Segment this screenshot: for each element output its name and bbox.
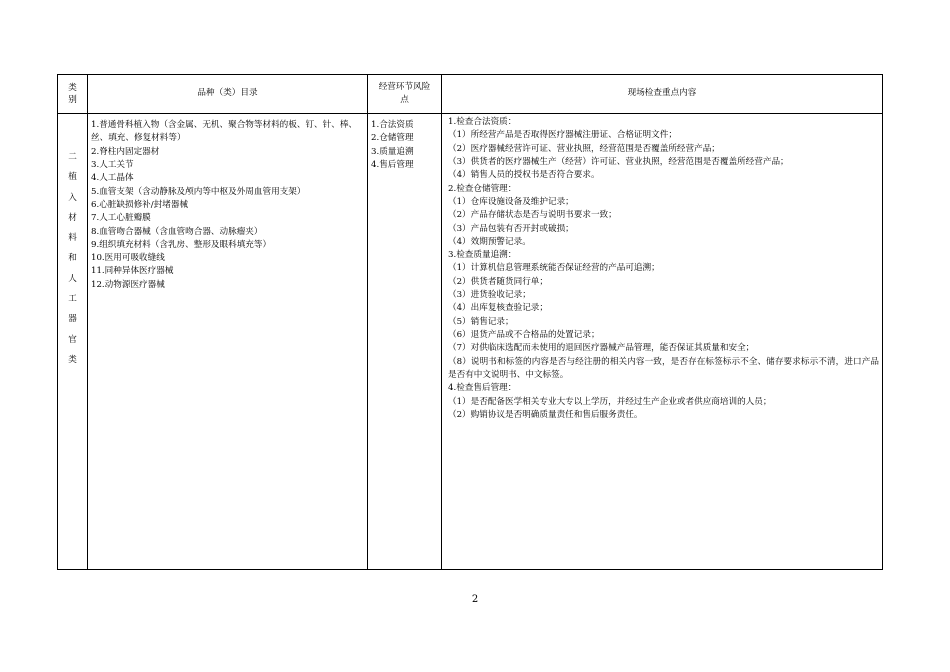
table-header-row	[58, 75, 883, 114]
inspection-item: （2）供货者随货同行单；	[448, 276, 548, 287]
inspection-item: （4）效期预警记录。	[448, 236, 531, 247]
variety-item: 9.组织填充材料（含乳房、整形及眼科填充等）	[91, 239, 272, 250]
category-char: 材	[68, 212, 77, 223]
category-char: 入	[68, 192, 77, 203]
inspection-item: （2）购销协议是否明确质量责任和售后服务责任。	[448, 409, 643, 420]
category-char: 类	[68, 354, 77, 365]
inspection-item: （5）销售记录；	[448, 316, 514, 327]
variety-item: 11.同种异体医疗器械	[91, 266, 174, 277]
variety-list	[88, 114, 367, 292]
inspection-item: 4.检查售后管理：	[448, 383, 517, 394]
variety-item: 7.人工心脏瓣膜	[91, 213, 151, 224]
inspection-item: （2）医疗器械经营许可证、营业执照，经营范围是否覆盖所经营产品；	[448, 143, 720, 154]
variety-item: 10.医用可吸收缝线	[91, 253, 165, 264]
category-char: 人	[68, 273, 77, 284]
category-char: 二	[68, 152, 77, 162]
risk-cell	[368, 114, 442, 570]
inspection-item: （3）供货者的医疗器械生产（经营）许可证、营业执照，经营范围是否覆盖所经营产品；	[448, 156, 789, 167]
inspection-cell	[442, 114, 883, 570]
inspection-item: （1）仓库设施设备及维护记录；	[448, 196, 574, 207]
table-body-row	[58, 114, 883, 570]
variety-cell	[88, 114, 368, 570]
page-number: 2	[471, 594, 479, 605]
header-risk: 经营环节风险点	[368, 75, 442, 114]
category-char: 官	[68, 334, 77, 345]
category-cell	[58, 114, 88, 570]
variety-item: 5.血管支架（含动静脉及颅内等中枢及外周血管用支架）	[91, 186, 306, 197]
variety-item: 1.普通骨科植入物（含金属、无机、聚合物等材料的板、钉、针、棒、丝、填充、修复材料等）	[91, 120, 358, 144]
variety-item: 2.脊柱内固定器材	[91, 146, 160, 157]
inspection-item: （1）计算机信息管理系统能否保证经营的产品可追溯；	[448, 263, 660, 274]
inspection-item: 3.检查质量追溯：	[448, 250, 517, 261]
inspection-item: （2）产品存储状态是否与说明书要求一致；	[448, 210, 617, 221]
inspection-item: （6）退货产品或不合格品的处置记录；	[448, 330, 600, 340]
risk-item: 3.质量追溯	[371, 146, 414, 157]
inspection-item: （3）产品包装有否开封或破损；	[448, 223, 574, 234]
inspection-item: 2.检查仓储管理：	[448, 183, 517, 194]
inspection-item: （4）出库复核查验记录；	[448, 303, 548, 314]
header-inspection: 现场检查重点内容	[442, 75, 883, 114]
risk-list	[368, 114, 441, 172]
risk-item: 4.售后管理	[371, 159, 414, 170]
header-category: 类别	[58, 75, 88, 114]
variety-item: 12.动物源医疗器械	[91, 279, 165, 290]
category-label	[58, 114, 87, 370]
category-char: 和	[68, 253, 77, 264]
header-variety: 品种（类）目录	[88, 75, 368, 114]
inspection-item: （8）说明书和标签的内容是否与经注册的相关内容一致，是否存在标签标示不全、储存要求标示不清，进口产品是否有中文说明书、中文标签。	[448, 356, 879, 380]
inspection-item: （4）销售人员的授权书是否符合要求。	[448, 170, 600, 181]
category-char: 工	[68, 294, 77, 305]
variety-item: 8.血管吻合器械（含血管吻合器、动脉瘤夹）	[91, 226, 263, 237]
inspection-item: （1）所经营产品是否取得医疗器械注册证、合格证明文件；	[448, 130, 677, 141]
risk-item: 2.仓储管理	[371, 133, 414, 144]
inspection-item: 1.检查合法资质：	[448, 117, 517, 127]
inspection-item: （3）进货验收记录；	[448, 290, 531, 301]
variety-item: 4.人工晶体	[91, 173, 134, 184]
inspection-item: （7）对供临床选配而未使用的退回医疗器械产品管理，能否保证其质量和安全；	[448, 343, 755, 354]
category-char: 料	[68, 233, 77, 244]
inspection-item: （1）是否配备医学相关专业大专以上学历，并经过生产企业或者供应商培训的人员；	[448, 396, 772, 407]
category-char: 植	[68, 172, 77, 183]
variety-item: 6.心脏缺损修补/封堵器械	[91, 199, 189, 210]
risk-item: 1.合法资质	[371, 120, 414, 130]
category-char: 器	[68, 314, 77, 325]
variety-item: 3.人工关节	[91, 159, 134, 170]
inspection-list	[442, 114, 882, 422]
inspection-table	[57, 74, 883, 570]
